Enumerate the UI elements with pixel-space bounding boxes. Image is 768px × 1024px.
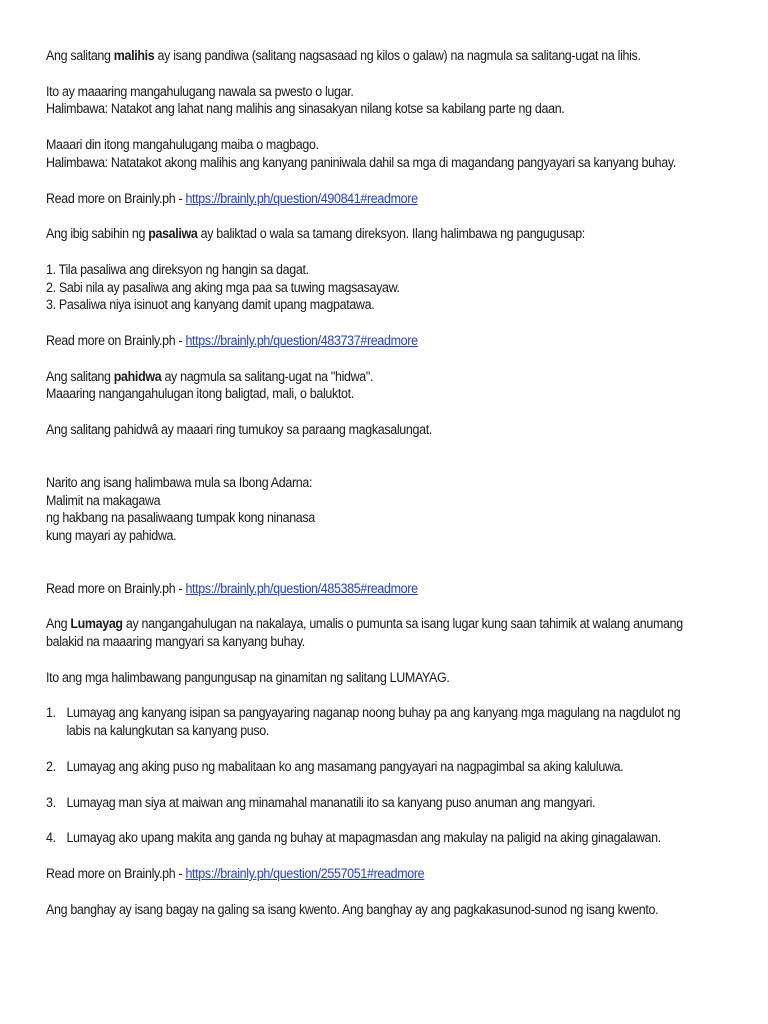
read-more-line [46, 865, 726, 883]
term-lumayag: Lumayag [70, 616, 123, 632]
list-item: 2. Sabi nila ay pasaliwa ang aking mga paa sa tuwing magsasayaw. [46, 279, 400, 295]
term-pahidwa: pahidwa [113, 368, 162, 384]
verse-line: kung mayari ay pahidwa. [46, 527, 177, 543]
read-more-prefix: Read more on Brainly.ph - [46, 865, 186, 881]
term-pasaliwa: pasaliwa [148, 226, 198, 242]
text: ay nangangahulugan na nakalaya, umalis o pumunta sa isang lugar kung saan tahimik at walang anumang [122, 616, 683, 632]
text: ay isang pandiwa (salitang nagsasaad ng kilos o galaw) na nagmula sa salitang-ugat na lihis. [154, 48, 641, 63]
text: Ang ibig sabihin ng [46, 226, 149, 242]
lumayag-intro: Ito ang mga halimbawang pangungusap na ginamitan ng salitang LUMAYAG. [46, 669, 450, 685]
document-page [46, 47, 726, 918]
list-item: 3. Pasaliwa niya isinuot ang kanyang damit upang magpatawa. [46, 297, 375, 313]
list-text: Lumayag man siya at maiwan ang minamahal mananatili ito sa kanyang puso anuman ang mangyari. [66, 794, 596, 810]
read-more-line [46, 332, 726, 350]
list-number: 1. [46, 705, 56, 721]
list-text: Lumayag ang aking puso ng mabalitaan ko ang masamang pangyayari na nagpagimbal sa aking kaluluwa. [66, 758, 624, 774]
text: ay nagmula sa salitang-ugat na "hidwa". [161, 368, 374, 384]
list-number: 4. [46, 830, 56, 846]
list-item [46, 794, 726, 812]
lumayag-definition [46, 615, 726, 633]
read-more-link[interactable]: https://brainly.ph/question/483737#readmore [185, 333, 418, 349]
list-text: Lumayag ang kanyang isipan sa pangyayaring naganap noong buhay pa ang kanyang mga magulang na nagdulot ng [66, 705, 681, 721]
text: Ang [46, 616, 71, 632]
list-item-cont: labis na kalungkutan sa kanyang puso. [66, 723, 270, 739]
pahidwa-definition [46, 368, 726, 386]
list-number: 2. [46, 758, 56, 774]
read-more-line [46, 580, 726, 598]
read-more-prefix: Read more on Brainly.ph - [46, 580, 186, 596]
malihis-example-2: Halimbawa: Natatakot akong malihis ang kanyang paniniwala dahil sa mga di magandang pangyayari sa kanyang buhay. [46, 154, 676, 170]
list-item [46, 704, 726, 722]
read-more-link[interactable]: https://brainly.ph/question/485385#readmore [185, 580, 418, 596]
read-more-link[interactable]: https://brainly.ph/question/2557051#readmore [185, 865, 425, 881]
pahidwa-note: Ang salitang pahidwâ ay maaari ring tumukoy sa paraang magkasalungat. [46, 422, 432, 438]
ibong-adarna-intro: Narito ang isang halimbawa mula sa Ibong Adarna: [46, 474, 313, 490]
banghay-definition: Ang banghay ay isang bagay na galing sa isang kwento. Ang banghay ay ang pagkakasunod-sunod ng isang kwento. [46, 901, 659, 917]
text: Ang salitang [46, 48, 114, 63]
list-item [46, 829, 726, 847]
verse-line: ng hakbang na pasaliwaang tumpak kong ninanasa [46, 510, 315, 526]
text: Ang salitang [46, 368, 114, 384]
malihis-definition [46, 47, 726, 65]
malihis-meaning-2: Maaari din itong mangahulugang maiba o magbago. [46, 137, 319, 153]
malihis-example-1: Halimbawa: Natakot ang lahat nang malihis ang sinasakyan nilang kotse sa kabilang parte ng daan. [46, 101, 565, 117]
malihis-meaning-1: Ito ay maaaring mangahulugang nawala sa pwesto o lugar. [46, 83, 354, 99]
lumayag-definition-cont: balakid na maaaring mangyari sa kanyang buhay. [46, 634, 305, 650]
list-item [46, 758, 726, 776]
verse-line: Malimit na makagawa [46, 492, 161, 508]
read-more-prefix: Read more on Brainly.ph - [46, 333, 186, 349]
read-more-line [46, 190, 726, 208]
read-more-link[interactable]: https://brainly.ph/question/490841#readmore [185, 190, 418, 206]
list-number: 3. [46, 794, 56, 810]
pasaliwa-definition [46, 225, 726, 243]
text: ay baliktad o wala sa tamang direksyon. Ilang halimbawa ng pangugusap: [197, 226, 585, 242]
list-item: 1. Tila pasaliwa ang direksyon ng hangin sa dagat. [46, 261, 309, 277]
pahidwa-meaning: Maaaring nangangahulugan itong baligtad, mali, o baluktot. [46, 386, 354, 402]
list-text: Lumayag ako upang makita ang ganda ng buhay at mapagmasdan ang makulay na paligid na aking ginagalawan. [66, 830, 661, 846]
term-malihis: malihis [113, 48, 155, 63]
read-more-prefix: Read more on Brainly.ph - [46, 190, 186, 206]
